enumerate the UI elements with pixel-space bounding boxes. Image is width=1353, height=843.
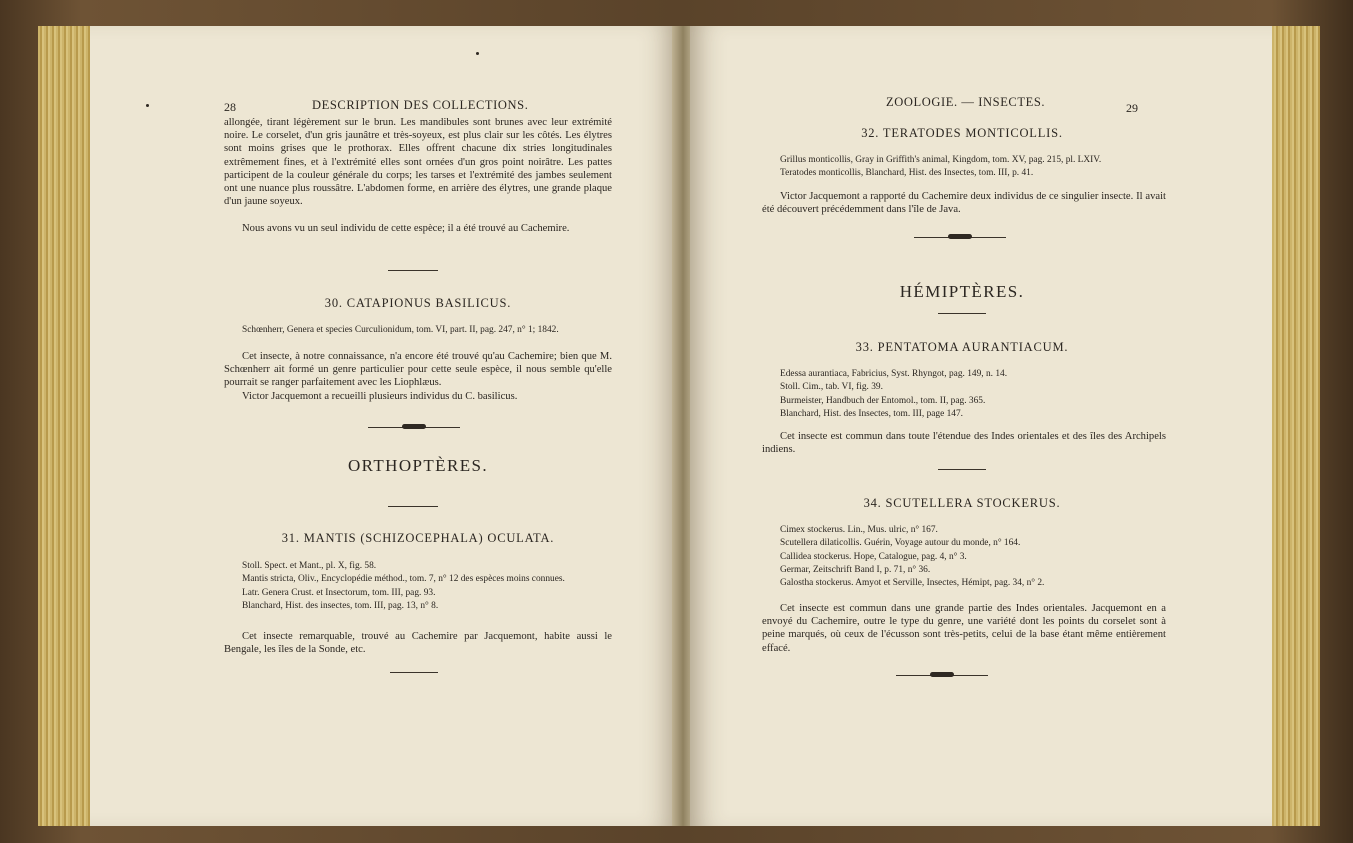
running-header: DESCRIPTION DES COLLECTIONS. — [312, 98, 529, 112]
section-title-30: 30. CATAPIONUS BASILICUS. — [324, 296, 512, 310]
ornament-divider — [896, 672, 988, 678]
reference-line: Grillus monticollis, Gray in Griffith's animal, Kingdom, tom. XV, pag. 215, pl. LXIV. — [780, 155, 1102, 165]
section-title-34: 34. SCUTELLERA STOCKERUS. — [863, 496, 1061, 510]
reference-list — [780, 368, 1172, 421]
reference-line: Teratodes monticollis, Blanchard, Hist. des Insectes, tom. III, p. 41. — [780, 168, 1034, 179]
reference-line: Blanchard, Hist. des insectes, tom. III, pag. 13, n° 8. — [242, 600, 439, 611]
left-page — [90, 26, 676, 826]
order-heading: ORTHOPTÈRES. — [348, 456, 488, 475]
body-paragraph: Victor Jacquemont a recueilli plusieurs individus du C. basilicus. — [242, 391, 518, 402]
body-paragraph: allongée, tirant légèrement sur le brun. Les mandibules sont brunes avec leur extrémité noire. Le corselet, d'un gris jaunâtre et très-soyeux, est plus clair sur les côtés. Les élytres sont moins grises que le prothorax. Elles offrent chacune dix stries longitudinales extrêmement fines, et à l'extrémité elles sont ornées d'un gros point noirâtre. Les pattes participent de la couleur générale du corps; les tarses et l'extrémité des jambes seulement ont une nuance plus roussâtre. L'abdomen forme, en arrière des élytres, une grande plaque d'un jaune soyeux. — [224, 117, 612, 208]
printer-mark — [476, 52, 479, 55]
reference-line: Latr. Genera Crust. et Insectorum, tom. III, pag. 93. — [242, 587, 436, 598]
body-paragraph: Cet insecte remarquable, trouvé au Cachemire par Jacquemont, habite aussi le Bengale, les îles de la Sonde, etc. — [224, 631, 612, 656]
page-number: 29 — [1126, 101, 1138, 115]
section-rule — [938, 469, 986, 470]
reference-line: Edessa aurantiaca, Fabricius, Syst. Rhyngot, pag. 149, n. 14. — [780, 369, 1008, 379]
reference-line: Schœnherr, Genera et species Curculionidum, tom. VI, part. II, pag. 247, n° 1; 1842. — [242, 325, 559, 335]
body-paragraph: Cet insecte est commun dans toute l'étendue des Indes orientales et des îles des Archipels indiens. — [762, 431, 1166, 456]
section-title-31: 31. MANTIS (SCHIZOCEPHALA) OCULATA. — [281, 531, 555, 545]
reference-line: Germar, Zeitschrift Band I, p. 71, n° 36. — [780, 564, 931, 575]
section-rule — [938, 313, 986, 314]
reference-line: Callidea stockerus. Hope, Catalogue, pag. 4, n° 3. — [780, 551, 967, 562]
ornament-divider — [368, 424, 460, 430]
reference-line: Galostha stockerus. Amyot et Serville, Insectes, Hémipt, pag. 34, n° 2. — [780, 578, 1045, 589]
body-paragraph: Nous avons vu un seul individu de cette espèce; il a été trouvé au Cachemire. — [242, 223, 570, 234]
reference-line: Burmeister, Handbuch der Entomol., tom. II, pag. 365. — [780, 395, 986, 406]
reference-line: Cimex stockerus. Lin., Mus. ulric, n° 167. — [780, 525, 938, 535]
section-title-33: 33. PENTATOMA AURANTIACUM. — [855, 340, 1069, 354]
order-heading: HÉMIPTÈRES. — [899, 282, 1025, 301]
reference-list — [780, 154, 1172, 181]
right-page — [690, 26, 1272, 826]
body-paragraph: Victor Jacquemont a rapporté du Cachemire deux individus de ce singulier insecte. Il avait été découvert précédemment dans l'île de Java. — [762, 191, 1166, 216]
left-page-edges — [38, 26, 96, 826]
section-title-32: 32. TERATODES MONTICOLLIS. — [861, 126, 1063, 140]
reference-line: Mantis stricta, Oliv., Encyclopédie méthod., tom. 7, n° 12 des espèces moins connues. — [242, 574, 565, 585]
section-rule — [388, 270, 438, 271]
reference-list — [242, 560, 622, 613]
ornament-divider — [914, 234, 1006, 240]
body-paragraph: Cet insecte est commun dans une grande partie des Indes orientales. Jacquemont en a envoyé du Cachemire, outre le type du genre, une variété dont les points du corselet sont à peine marqués, où ceux de l'écusson sont très-petits, celui de la base étant même entièrement effacé. — [762, 603, 1166, 654]
running-header: ZOOLOGIE. — INSECTES. — [886, 95, 1046, 109]
section-rule — [388, 506, 438, 507]
reference-list — [780, 524, 1172, 590]
section-rule — [390, 672, 438, 673]
page-number: 28 — [224, 100, 236, 114]
reference-line: Stoll. Cim., tab. VI, fig. 39. — [780, 382, 883, 393]
printer-mark — [146, 104, 149, 107]
reference-line: Blanchard, Hist. des Insectes, tom. III, page 147. — [780, 408, 964, 419]
reference-line: Stoll. Spect. et Mant., pl. X, fig. 58. — [242, 561, 377, 571]
body-paragraph: Cet insecte, à notre connaissance, n'a encore été trouvé qu'au Cachemire; bien que M. Schœnherr ait formé un genre particulier pour cette seule espèce, il nous semble qu'elle pourrait se ranger parfaitement avec les Liophlæus. — [224, 351, 612, 389]
reference-line: Scutellera dilaticollis. Guérin, Voyage autour du monde, n° 164. — [780, 538, 1021, 549]
